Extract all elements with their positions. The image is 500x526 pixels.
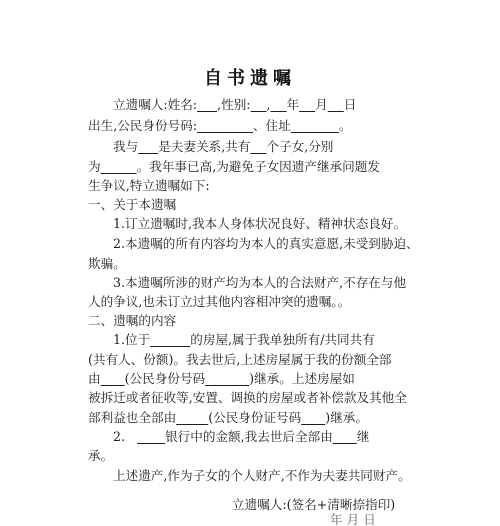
compensation-heir-id-blank[interactable] — [301, 410, 325, 425]
date-line: 年 月 日 — [330, 512, 376, 526]
document-title: 自书遗嘱 — [204, 68, 296, 89]
spouse-line-2 — [88, 159, 380, 175]
month-label: 月 — [315, 97, 328, 112]
bank-line-2: 承。 — [88, 448, 114, 463]
house-line-2: (共有人、份额)。我去世后,上述房屋属于我的份额全部 — [88, 352, 392, 367]
spouse-text-c: 个子女,分别 — [266, 139, 334, 154]
spouse-text-a: 我与 — [113, 139, 139, 154]
spouse-text-d: 为 — [88, 159, 101, 174]
name-label: 立遗嘱人:姓名: — [113, 97, 198, 112]
house-text-d: (公民身份号码 — [124, 371, 206, 386]
house-text-b: 的房屋,属于我单独所有/共同共有 — [190, 332, 375, 347]
house-line-1 — [113, 332, 375, 348]
bank-line-1 — [113, 429, 369, 445]
house-line-5 — [88, 410, 368, 426]
birth-year-blank[interactable] — [271, 97, 287, 112]
house-text-a: 1.位于 — [113, 332, 151, 347]
house-text-c: 由 — [88, 371, 101, 386]
section-1-item-2b: 欺骗。 — [88, 256, 126, 271]
period: 。 — [338, 118, 352, 133]
spouse-name-blank[interactable] — [138, 139, 158, 154]
address-blank[interactable] — [291, 118, 339, 133]
section-1-item-3b: 人的争议,也未订立过其他内容相冲突的遗嘱。。 — [88, 294, 351, 309]
name-blank[interactable] — [197, 97, 217, 112]
testator-line-1 — [113, 97, 356, 113]
section-1-heading: 一、关于本遗嘱 — [88, 197, 177, 212]
house-location-blank[interactable] — [150, 332, 190, 347]
year-label: 年 — [286, 97, 300, 112]
section-1-item-3a: 3.本遗嘱所涉的财产均为本人的合法财产,不存在与他 — [113, 275, 407, 290]
house-text-e: )继承。上述房屋如 — [249, 371, 355, 386]
section-1-item-1: 1.订立遗嘱时,我本人身体状况良好、精神状态良好。 — [113, 216, 407, 231]
signature-line: 立遗嘱人:(签名+清晰捺指印) — [232, 497, 396, 512]
section-1-item-2a: 2.本遗嘱的所有内容均为本人的真实意愿,未受到胁迫、 — [113, 236, 419, 251]
children-names-blank[interactable] — [101, 159, 137, 174]
gender-label: ,性别: — [217, 97, 251, 112]
house-line-3 — [88, 371, 355, 387]
children-count-blank[interactable] — [250, 139, 266, 154]
bank-text-b: 银行中的金额,我去世后全部由 — [165, 429, 333, 444]
address-label: 、住址 — [253, 118, 291, 133]
id-number-blank[interactable] — [197, 118, 253, 133]
bank-text-c: 继 — [356, 429, 370, 444]
house-text-g: (公民身份证号码 — [208, 410, 302, 425]
house-text-h: )继承。 — [325, 410, 368, 425]
bank-text-a: 2. — [113, 429, 126, 444]
heir-id-blank[interactable] — [205, 371, 249, 386]
heir-name-blank[interactable] — [101, 371, 125, 386]
compensation-heir-blank[interactable] — [176, 410, 208, 425]
id-number-label: 出生,公民身份号码: — [88, 118, 197, 133]
closing-statement: 上述遗产,作为子女的个人财产,不作为夫妻共同财产。 — [113, 468, 411, 483]
spouse-text-e: 。我年事已高,为避免子女因遗产继承问题发 — [136, 159, 380, 174]
bank-heir-blank[interactable] — [333, 429, 357, 444]
testator-line-2 — [88, 118, 351, 134]
day-label: 日 — [343, 97, 357, 112]
comma: , — [266, 97, 271, 112]
spouse-line-3 — [88, 178, 210, 194]
spouse-line-1 — [113, 139, 333, 155]
section-2-heading: 二、遗嘱的内容 — [88, 313, 177, 328]
birth-month-blank[interactable] — [299, 97, 315, 112]
spouse-text-f: 生争议,特立遗嘱如下: — [88, 178, 210, 193]
gender-blank[interactable] — [251, 97, 267, 112]
birth-day-blank[interactable] — [328, 97, 344, 112]
spouse-text-b: 是夫妻关系,共有 — [158, 139, 251, 154]
house-line-4: 被拆迁或者征收等,安置、调换的房屋或者补偿款及其他全 — [88, 390, 407, 405]
house-text-f: 部利益也全部由 — [88, 410, 177, 425]
bank-name-blank[interactable] — [137, 429, 165, 444]
